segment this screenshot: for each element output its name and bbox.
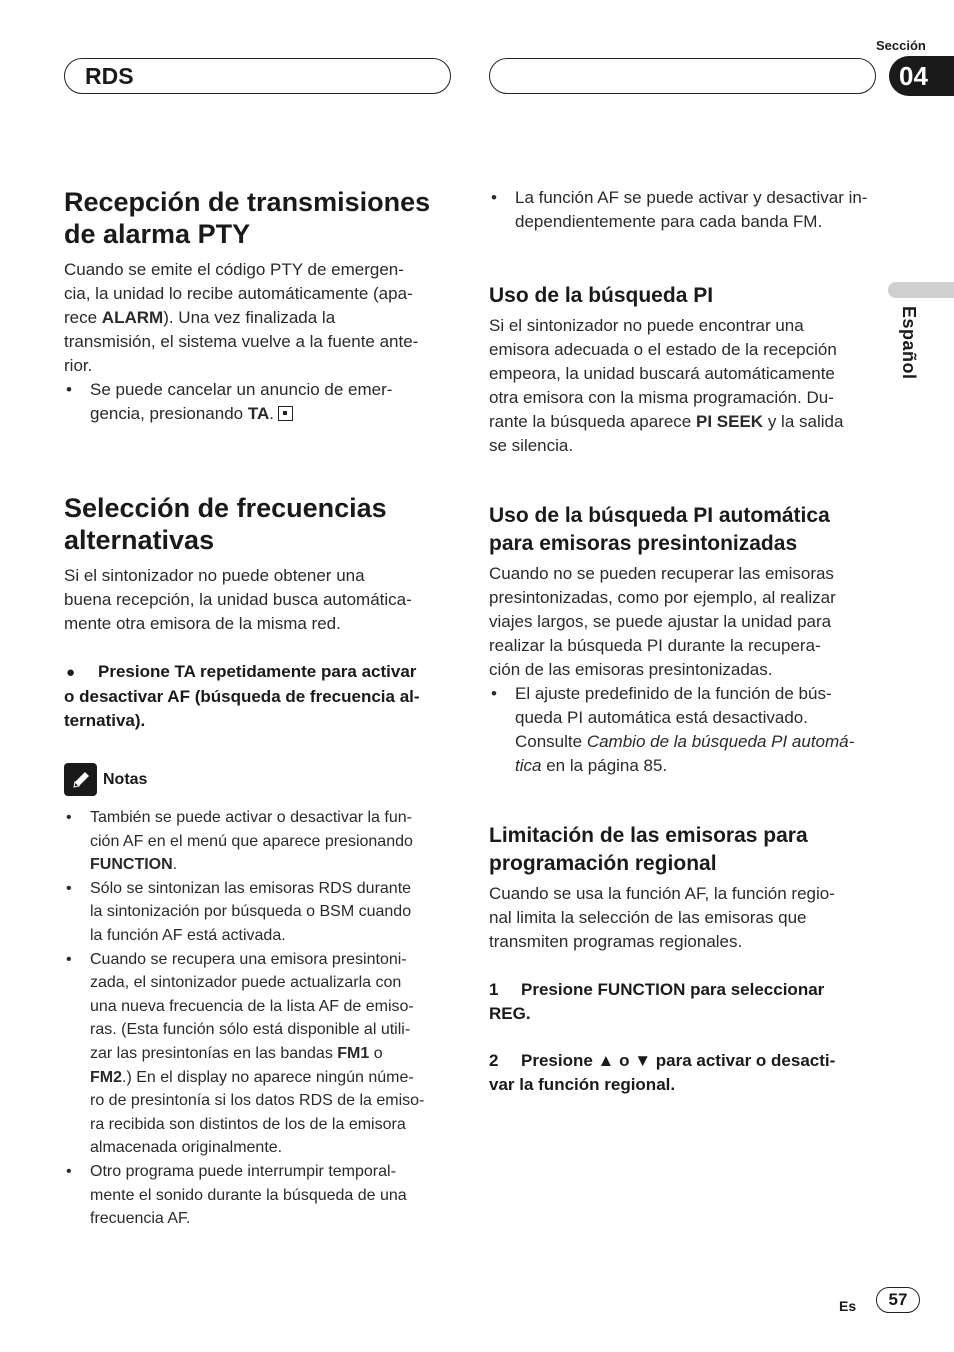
text-line: . (172, 856, 178, 874)
footer-language: Es (839, 1298, 857, 1314)
text-line: zar las presintonías en las bandas (90, 1044, 338, 1062)
auto-pi-paragraph (489, 562, 881, 682)
pi-heading: Uso de la búsqueda PI (489, 284, 714, 307)
text-line: Se puede cancelar un anuncio de emer- (90, 380, 393, 399)
text-line: empeora, la unidad buscará automáticamente (489, 364, 835, 383)
language-tab-label: Español (899, 306, 919, 380)
list-item (64, 1160, 454, 1231)
text-line: la función AF está activada. (90, 926, 286, 944)
list-item (64, 806, 454, 877)
text-line: o (369, 1044, 383, 1062)
af-band-bullets (489, 186, 881, 234)
notes-header (64, 763, 454, 796)
list-item (489, 186, 881, 234)
instruction-bullet-icon: ● (66, 664, 76, 681)
text-line: o desactivar AF (búsqueda de frecuencia al- (64, 687, 420, 706)
right-column (489, 186, 881, 1097)
text-line: Presione FUNCTION para seleccionar (521, 980, 825, 999)
auto-pi-heading (489, 502, 881, 558)
text-line: cia, la unidad lo recibe automáticamente (apa- (64, 284, 413, 303)
text-line: rante la búsqueda aparece (489, 412, 696, 431)
text-line: REG. (489, 1004, 531, 1023)
regional-paragraph (489, 882, 881, 954)
header-pill-right (489, 58, 876, 94)
text-line: otra emisora con la misma programación. Du- (489, 388, 834, 407)
auto-pi-bullets (489, 682, 881, 778)
page-header-title: RDS (85, 63, 134, 89)
list-item (64, 948, 454, 1160)
text-line: El ajuste predefinido de la función de bús- (515, 684, 832, 703)
section-number-badge: 04 (889, 56, 954, 96)
text-line: Presione ▲ o ▼ para activar o desacti- (521, 1051, 836, 1070)
fm1-label: FM1 (337, 1044, 370, 1062)
note-pencil-icon (64, 763, 97, 796)
regional-heading (489, 822, 881, 878)
step-number: 2 (489, 1051, 499, 1070)
text-line: ). Una vez finalizada la (163, 308, 336, 327)
text-line: frecuencia AF. (90, 1210, 191, 1228)
text-line: rece (64, 308, 102, 327)
pi-seek-label: PI SEEK (696, 412, 764, 431)
language-tab (888, 282, 954, 298)
text-line: presintonizadas, como por ejemplo, al realizar (489, 588, 836, 607)
text-line: ro de presintonía si los datos RDS de la emiso- (90, 1092, 425, 1110)
text-line: rior. (64, 356, 93, 375)
notes-label: Notas (103, 770, 148, 788)
text-line: en la página 85. (541, 756, 668, 775)
ta-label: TA (247, 404, 270, 423)
text-line: Si el sintonizador no puede encontrar una (489, 316, 804, 335)
text-line: Cuando no se pueden recuperar las emisoras (489, 564, 834, 583)
heading-line: Limitación de las emisoras para (489, 824, 808, 847)
page-number: 57 (876, 1287, 920, 1313)
text-line: viajes largos, se puede ajustar la unidad para (489, 612, 832, 631)
text-line: Sólo se sintonizan las emisoras RDS durante (90, 879, 412, 897)
text-line: almacenada originalmente. (90, 1139, 283, 1157)
text-line: la sintonización por búsqueda o BSM cuando (90, 903, 412, 921)
text-line: zada, el sintonizador puede actualizarla con (90, 974, 402, 992)
text-line: También se puede activar o desactivar la fun- (90, 809, 412, 826)
text-line: se silencia. (489, 436, 574, 455)
text-line: nal limita la selección de las emisoras que (489, 908, 807, 927)
fm2-label: FM2 (90, 1068, 122, 1086)
step-1 (489, 978, 881, 1026)
text-line: mente el sonido durante la búsqueda de una (90, 1186, 407, 1204)
heading-line: Uso de la búsqueda PI automática (489, 504, 830, 527)
pi-paragraph (489, 314, 881, 458)
list-item (64, 378, 454, 426)
text-line: emisora adecuada o el estado de la recepción (489, 340, 837, 359)
section-label: Sección (876, 38, 926, 53)
af-paragraph (64, 564, 454, 636)
pty-heading: Recepción de transmisiones de alarma PTY (64, 187, 431, 249)
heading-line: para emisoras presintonizadas (489, 532, 798, 555)
notes-list (64, 806, 454, 1231)
text-line: var la función regional. (489, 1075, 676, 1094)
text-line: ción de las emisoras presintonizadas. (489, 660, 773, 679)
left-column (64, 186, 454, 1231)
text-line: ternativa). (64, 711, 146, 730)
text-line: gencia, presionando (90, 404, 248, 423)
text-line: .) En el display no aparece ningún núme- (122, 1068, 414, 1086)
text-line: dependientemente para cada banda FM. (515, 212, 823, 231)
text-line: . (269, 404, 274, 423)
text-line: Consulte (515, 732, 587, 751)
text-line: ra recibida son distintos de los de la emisora (90, 1115, 406, 1133)
text-line: Otro programa puede interrumpir temporal- (90, 1162, 396, 1180)
text-line: y la salida (763, 412, 844, 431)
step-number: 1 (489, 980, 499, 999)
text-line: queda PI automática está desactivado. (515, 708, 808, 727)
af-instruction (64, 660, 454, 733)
text-line: una nueva frecuencia de la lista AF de emiso- (90, 997, 414, 1015)
text-line: Presione TA repetidamente para activar (98, 662, 417, 681)
text-line: Cuando se recupera una emisora presintoni- (90, 950, 407, 968)
text-line: Si el sintonizador no puede obtener una (64, 566, 365, 585)
text-line: Cuando se emite el código PTY de emergen- (64, 260, 404, 279)
header-pill-left (64, 58, 451, 94)
text-line: buena recepción, la unidad busca automática- (64, 590, 412, 609)
text-line: ción AF en el menú que aparece presionando (90, 832, 413, 850)
text-line: realizar la búsqueda PI durante la recupera- (489, 636, 821, 655)
step-2 (489, 1049, 881, 1097)
cross-reference-link[interactable]: Cambio de la búsqueda PI automá- (586, 732, 855, 751)
heading-line: programación regional (489, 852, 717, 875)
list-item (64, 877, 454, 948)
end-of-section-icon (278, 406, 293, 421)
list-item (489, 682, 881, 778)
alarm-label: ALARM (101, 308, 164, 327)
pty-paragraph (64, 258, 454, 378)
text-line: ras. (Esta función sólo está disponible al utili- (90, 1021, 411, 1039)
function-label: FUNCTION (90, 856, 173, 874)
cross-reference-link[interactable]: tica (515, 756, 542, 775)
text-line: Cuando se usa la función AF, la función regio- (489, 884, 835, 903)
pty-bullets (64, 378, 454, 426)
text-line: transmisión, el sistema vuelve a la fuente ante- (64, 332, 419, 351)
text-line: transmiten programas regionales. (489, 932, 743, 951)
text-line: mente otra emisora de la misma red. (64, 614, 341, 633)
text-line: La función AF se puede activar y desactivar in- (515, 188, 868, 207)
af-heading: Selección de frecuencias alternativas (64, 493, 387, 555)
